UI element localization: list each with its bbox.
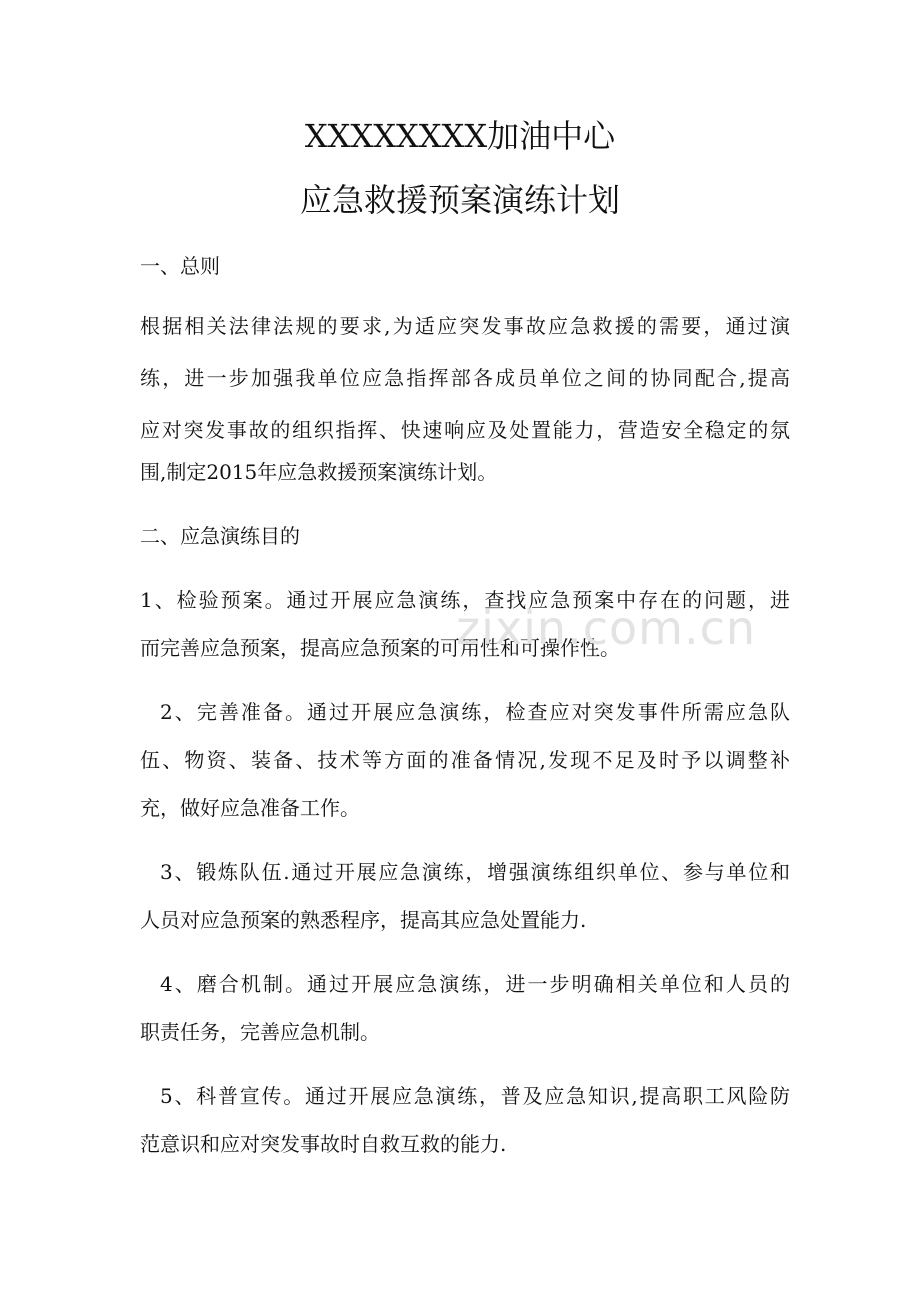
paragraph-line: 根据相关法律法规的要求,为适应突发事故应急救援的需要，通过演 — [140, 314, 790, 338]
paragraph-line: 应对突发事故的组织指挥、快速响应及处置能力，营造安全稳定的氛 — [140, 418, 790, 442]
purpose-item-line: 人员对应急预案的熟悉程序，提高其应急处置能力. — [140, 908, 587, 932]
document-title-plan: 应急救援预案演练计划 — [299, 181, 620, 219]
purpose-item-line: 伍、物资、装备、技术等方面的准备情况,发现不足及时予以调整补 — [140, 748, 790, 772]
watermark-text: zixin.com.cn — [456, 601, 757, 655]
purpose-item-line: 1、检验预案。通过开展应急演练，查找应急预案中存在的问题，进 — [140, 588, 790, 612]
purpose-item-line: 5、科普宣传。通过开展应急演练，普及应急知识,提高职工风险防 — [160, 1084, 790, 1108]
section-heading-general: 一、总则 — [140, 254, 220, 278]
paragraph-line: 练，进一步加强我单位应急指挥部各成员单位之间的协同配合,提高 — [140, 366, 790, 390]
section-heading-purpose: 二、应急演练目的 — [140, 524, 300, 548]
purpose-item-line: 4、磨合机制。通过开展应急演练，进一步明确相关单位和人员的 — [160, 972, 790, 996]
purpose-item-line: 职责任务，完善应急机制。 — [140, 1020, 380, 1044]
purpose-item-line: 而完善应急预案，提高应急预案的可用性和可操作性。 — [140, 636, 620, 660]
paragraph-line: 围,制定2015年应急救援预案演练计划。 — [140, 460, 498, 484]
purpose-item-line: 范意识和应对突发事故时自救互救的能力. — [140, 1132, 507, 1156]
purpose-item-line: 2、完善准备。通过开展应急演练，检查应对突发事件所需应急队 — [160, 700, 790, 724]
document-title-org: XXXXXXXX加油中心 — [304, 117, 616, 155]
purpose-item-line: 3、锻炼队伍.通过开展应急演练，增强演练组织单位、参与单位和 — [160, 860, 790, 884]
purpose-item-line: 充，做好应急准备工作。 — [140, 796, 360, 820]
